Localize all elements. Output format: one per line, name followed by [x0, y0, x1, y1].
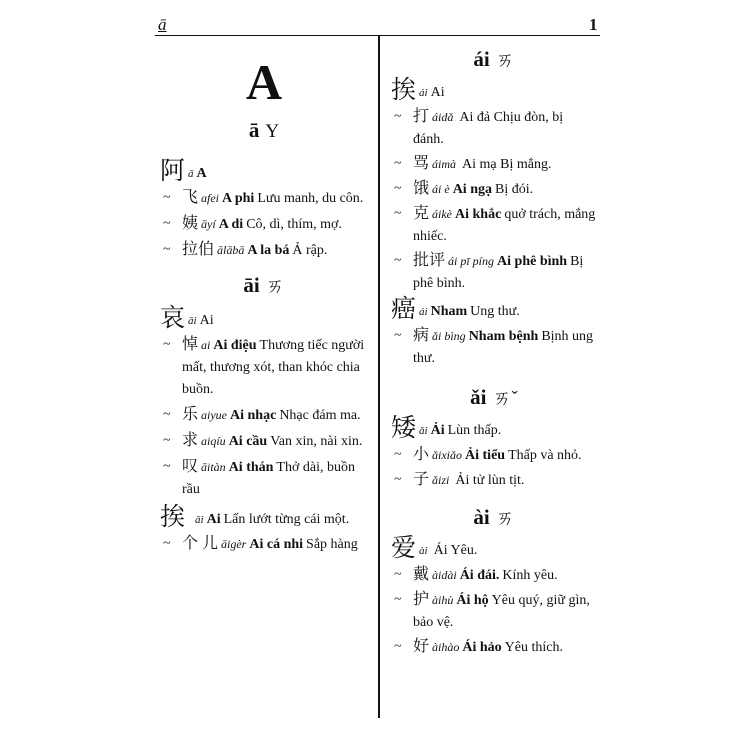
headword-pinyin: ā [188, 168, 194, 180]
entry: ~ 病 ǎi bìng Nham bệnh Bịnh ung thư. [394, 327, 594, 366]
entry-reading: A la bá [247, 243, 290, 258]
headword-hanzi: 癌 [391, 296, 417, 323]
entry-reading: Ai nhạc [230, 408, 277, 423]
entry-pinyin: ǎi bìng [432, 329, 466, 343]
section-bopomofo: ㄞˇ [492, 388, 518, 409]
entry: ~ 护 àihù Ái hộ Yêu quý, giữ gìn, bảo vệ. [394, 591, 590, 630]
entry-meaning: Yêu quý, giữ gìn, bảo vệ. [413, 593, 590, 630]
entry-hanzi: 克 [413, 205, 430, 222]
entry-hanzi: 拉伯 [182, 241, 215, 258]
entry-reading: Ai ngạ [452, 182, 492, 197]
page-number: 1 [589, 15, 598, 34]
entry-reading: Ai phê bình [497, 254, 568, 269]
entry-pinyin: ǎizi [432, 473, 450, 487]
entry-meaning: Ải tử lùn tịt. [455, 473, 525, 488]
section-bopomofo: ㄞ [495, 508, 515, 529]
entry: ~ 姨 āyí A di Cô, dì, thím, mợ. [163, 215, 342, 232]
entry-meaning: Ai mạ Bị mắng. [462, 157, 552, 172]
headword-hanzi: 阿 [160, 158, 186, 185]
entry-hanzi: 悼 [182, 336, 199, 353]
entry-pinyin: aiqíu [201, 434, 226, 448]
headword-pinyin: ái [419, 87, 428, 99]
running-header-left: ā [158, 15, 167, 34]
headword-pinyin: ǎi [419, 425, 428, 437]
section-pinyin: ā [248, 118, 260, 142]
headword-hanzi: 矮 [391, 415, 417, 442]
entry-meaning: Kính yêu. [502, 568, 558, 583]
entry-hanzi: 个 儿 [182, 535, 219, 552]
entry-meaning: Nhạc đám ma. [279, 408, 361, 423]
entry-hanzi: 姨 [182, 215, 199, 232]
entry-reading: Ai cầu [228, 434, 268, 449]
entry: ~ 拉伯 ālābā A la bá Ả rập. [163, 241, 328, 258]
pinyin-section-a [160, 117, 368, 145]
entry-pinyin: áidǎ [432, 110, 454, 124]
entry-pinyin: àihù [432, 593, 454, 607]
entry-pinyin: ái pī píng [448, 254, 495, 268]
right-column [391, 36, 597, 750]
headword-hanzi: 挨 [391, 77, 417, 104]
entry-pinyin: áikè [432, 207, 453, 221]
section-pinyin: ǎi [470, 385, 487, 409]
pinyin-section-ai4 [391, 504, 597, 532]
entry-pinyin: ǎixiǎo [432, 448, 463, 462]
entry: ~ 戴 àidài Ái đái. Kính yêu. [394, 566, 558, 583]
pinyin-section-ai1 [160, 272, 368, 300]
headword-reading: Ai [206, 512, 221, 527]
entry: ~ 飞 afei A phi Lưu manh, du côn. [163, 189, 364, 206]
entry-pinyin: āigèr [221, 537, 247, 551]
headword [391, 534, 597, 564]
headword-pinyin: āi [188, 315, 197, 327]
entry-pinyin: ai [201, 338, 211, 352]
entry-meaning: Sắp hàng [306, 537, 358, 552]
entry-hanzi: 护 [413, 591, 430, 608]
entry-meaning: Bị phê bình. [413, 254, 584, 291]
entry-hanzi: 乐 [182, 406, 199, 423]
entry-meaning: Ả rập. [292, 243, 328, 258]
headword [391, 414, 597, 444]
entry-reading: Ai khắc [455, 207, 502, 222]
entry: ~ 批评 ái pī píng Ai phê bình Bị phê bình. [394, 252, 584, 291]
column-divider [378, 36, 380, 718]
entry-hanzi: 求 [182, 432, 199, 449]
entry-meaning: Yêu thích. [504, 640, 563, 655]
entry-meaning: Bị đói. [494, 182, 534, 197]
headword-reading: Ai [199, 313, 214, 328]
headword-meaning: Ung thư. [470, 304, 520, 319]
entry-hanzi: 骂 [413, 155, 430, 172]
section-bopomofo: ㄞ [265, 276, 285, 297]
headword-pinyin: ái [419, 306, 428, 318]
entry-pinyin: āyí [201, 217, 216, 231]
entry-reading: Ái hảo [462, 640, 502, 655]
entry: ~ 叹 āitàn Ai thán Thở dài, buồn rầu [163, 458, 355, 497]
entry-meaning: quở trách, mắng nhiếc. [413, 207, 596, 244]
entry-reading: Ải tiểu [465, 448, 506, 463]
entry: ~ 饿 ái è Ai ngạ Bị đói. [394, 180, 534, 197]
headword-meaning: Lùn thấp. [447, 423, 502, 438]
entry-meaning: Cô, dì, thím, mợ. [246, 217, 342, 232]
pinyin-section-ai2 [391, 46, 597, 74]
entry-meaning: Lưu manh, du côn. [257, 191, 364, 206]
entry-pinyin: ái è [432, 182, 450, 196]
entry-pinyin: àidài [432, 568, 457, 582]
entry-hanzi: 叹 [182, 458, 199, 475]
entry: ~ 乐 aiyue Ai nhạc Nhạc đám ma. [163, 406, 361, 423]
section-bopomofo: Y [265, 121, 280, 142]
entry-pinyin: àihào [432, 640, 460, 654]
entry-pinyin: aiyue [201, 408, 228, 422]
entry-meaning: Bịnh ung thư. [413, 329, 594, 366]
entry-pinyin: afei [201, 191, 220, 205]
entry: ~ 克 áikè Ai khắc quở trách, mắng nhiếc. [394, 205, 596, 244]
entry-pinyin: āitàn [201, 460, 226, 474]
section-bopomofo: ㄞ [495, 50, 515, 71]
entry-reading: Ai điệu [213, 338, 257, 353]
entry: ~ 子 ǎizi Ải tử lùn tịt. [394, 471, 525, 488]
entry: ~ 好 àihào Ái hảo Yêu thích. [394, 638, 563, 655]
entry-reading: Nham bệnh [468, 329, 539, 344]
headword [391, 295, 597, 325]
entry-meaning: Ai đả Chịu đòn, bị đánh. [413, 110, 564, 147]
left-column [160, 36, 368, 750]
entry-meaning: Thấp và nhỏ. [508, 448, 582, 463]
headword [160, 503, 368, 533]
entry-hanzi: 小 [413, 446, 430, 463]
entry: ~ 骂 áimà Ai mạ Bị mắng. [394, 155, 552, 172]
entry-reading: Ai thán [228, 460, 274, 475]
headword-hanzi: 爱 [391, 535, 417, 562]
entry-pinyin: áimà [432, 157, 457, 171]
headword-meaning: Ái Yêu. [433, 543, 478, 558]
entry-hanzi: 批评 [413, 252, 446, 269]
headword-reading: Nham [430, 304, 468, 319]
entry-pinyin: ālābā [217, 243, 245, 257]
letter-heading: A [245, 54, 283, 110]
headword [391, 76, 597, 106]
entry-meaning: Van xin, nài xin. [270, 434, 363, 449]
entry-reading: A di [218, 217, 244, 232]
entry-meaning: Thương tiếc người mất, thương xót, than khóc chia buồn. [182, 338, 365, 397]
entry-hanzi: 打 [413, 108, 430, 125]
entry-hanzi: 戴 [413, 566, 430, 583]
entry-reading: Ái đái. [459, 568, 500, 583]
headword-meaning: Lấn lướt từng cái một. [223, 512, 350, 527]
entry-meaning: Thở dài, buồn rầu [182, 460, 355, 497]
entry-reading: Ái hộ [456, 593, 489, 608]
headword-reading: Ai [430, 85, 445, 100]
headword-hanzi: 挨 [160, 504, 186, 531]
entry: ~ 小 ǎixiǎo Ải tiểu Thấp và nhỏ. [394, 446, 582, 463]
entry: ~ 求 aiqíu Ai cầu Van xin, nài xin. [163, 432, 363, 449]
headword-reading: A [196, 166, 207, 181]
entry: ~ 个 儿 āigèr Ai cá nhi Sắp hàng [163, 535, 358, 552]
headword-hanzi: 哀 [160, 305, 186, 332]
headword-pinyin: āi [195, 514, 204, 526]
headword [160, 157, 368, 187]
headword-pinyin: ài [419, 545, 428, 557]
pinyin-section-ai3 [391, 384, 597, 412]
section-pinyin: ài [473, 505, 490, 529]
entry-hanzi: 好 [413, 638, 430, 655]
entry-reading: Ai cá nhi [249, 537, 304, 552]
entry-hanzi: 饿 [413, 180, 430, 197]
entry-hanzi: 飞 [182, 189, 199, 206]
entry-reading: A phi [222, 191, 255, 206]
section-pinyin: ái [473, 47, 490, 71]
entry: ~ 悼 ai Ai điệu Thương tiếc người mất, thương xót, than khóc chia buồn. [163, 336, 365, 397]
entry-hanzi: 病 [413, 327, 430, 344]
entry-hanzi: 子 [413, 471, 430, 488]
entry: ~ 打 áidǎ Ai đả Chịu đòn, bị đánh. [394, 108, 564, 147]
headword [160, 304, 368, 334]
headword-reading: Ải [430, 423, 445, 438]
section-pinyin: āi [243, 273, 260, 297]
